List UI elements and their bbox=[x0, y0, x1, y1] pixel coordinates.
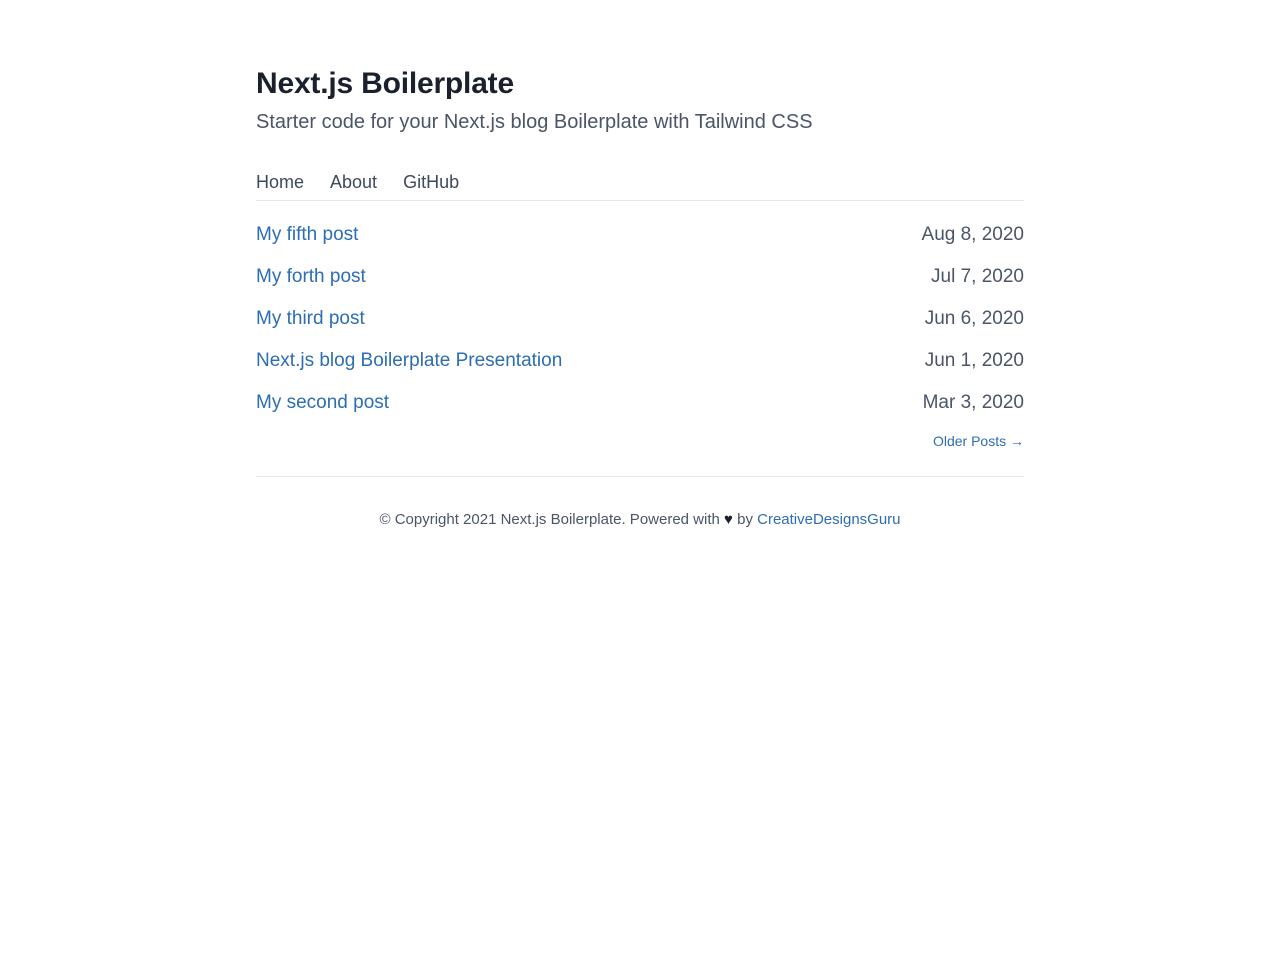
post-date: Jun 1, 2020 bbox=[924, 350, 1024, 371]
footer-by-text: by bbox=[737, 511, 753, 528]
site-header bbox=[256, 66, 1024, 136]
pagination bbox=[256, 431, 1024, 476]
post-row bbox=[256, 389, 1024, 417]
older-posts-label: Older Posts bbox=[932, 433, 1007, 449]
post-link[interactable]: My forth post bbox=[256, 266, 366, 287]
post-row bbox=[256, 305, 1024, 333]
page-title: Next.js Boilerplate bbox=[256, 67, 514, 100]
nav-item-home bbox=[256, 168, 304, 196]
nav-list bbox=[256, 168, 1024, 196]
post-date: Jul 7, 2020 bbox=[931, 266, 1024, 287]
main-nav bbox=[256, 168, 1024, 201]
arrow-right-icon: → bbox=[1010, 433, 1024, 449]
nav-item-github bbox=[403, 168, 459, 196]
post-link[interactable]: Next.js blog Boilerplate Presentation bbox=[256, 350, 563, 371]
content-container bbox=[256, 0, 1024, 579]
post-link[interactable]: My third post bbox=[256, 308, 365, 329]
older-posts-link[interactable] bbox=[933, 433, 1024, 449]
heart-icon: ♥ bbox=[724, 511, 733, 528]
post-row bbox=[256, 347, 1024, 375]
post-date: Mar 3, 2020 bbox=[922, 392, 1024, 413]
nav-link-about[interactable]: About bbox=[330, 172, 378, 192]
post-date: Jun 6, 2020 bbox=[924, 308, 1024, 329]
post-link[interactable]: My second post bbox=[256, 392, 390, 413]
nav-item-about bbox=[330, 168, 377, 196]
nav-link-github[interactable]: GitHub bbox=[403, 172, 460, 192]
footer-copyright-text: © Copyright 2021 Next.js Boilerplate. Powered with bbox=[379, 511, 720, 528]
footer-link-creativedesignsguru[interactable]: CreativeDesignsGuru bbox=[757, 511, 901, 528]
site-footer bbox=[256, 476, 1024, 579]
post-date: Aug 8, 2020 bbox=[921, 224, 1024, 245]
nav-link-home[interactable]: Home bbox=[256, 172, 305, 192]
post-row bbox=[256, 263, 1024, 291]
post-row bbox=[256, 221, 1024, 249]
post-list bbox=[256, 201, 1024, 417]
post-link[interactable]: My fifth post bbox=[256, 224, 359, 245]
post-index bbox=[256, 201, 1024, 476]
page-description: Starter code for your Next.js blog Boilerplate with Tailwind CSS bbox=[256, 111, 813, 133]
